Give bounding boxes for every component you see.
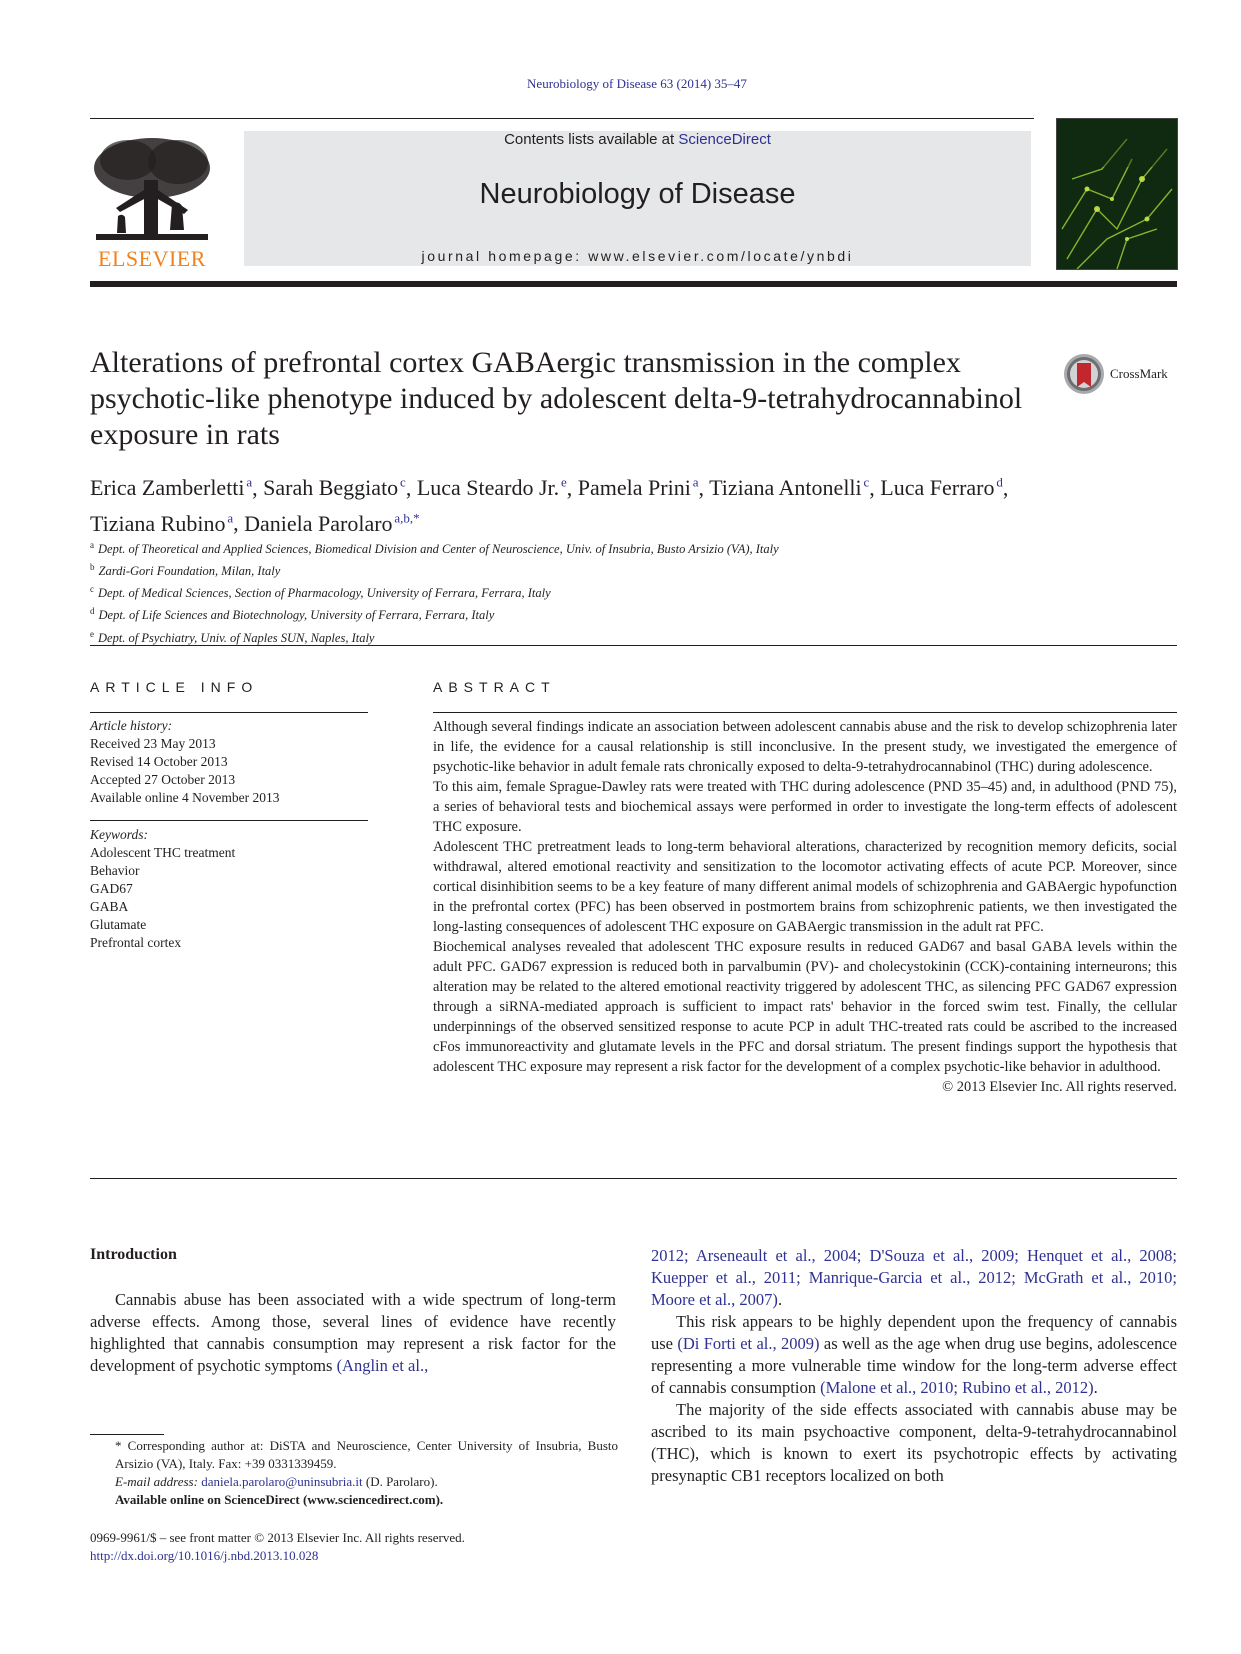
author[interactable]: Daniela Parolaro $^{a,b,*}$ (244, 510, 420, 536)
citation-link[interactable]: 2012; Arseneault et al., 2004; D'Souza et al., 2009; Henquet et al., 2008; Kuepper et al., 2011; Manrique-Garcia et al., 2012; McGrath et al., 2010; Moore et al., 2007) (651, 1246, 1177, 1309)
keywords-label: Keywords: (90, 827, 148, 842)
affiliation: $^e$ Dept. of Psychiatry, Univ. of Naples SUN, Naples, Italy (90, 628, 375, 645)
contents-prefix: Contents lists available at (504, 131, 679, 148)
citation-link[interactable]: (Di Forti et al., 2009) (677, 1334, 820, 1353)
keyword: GAD67 (90, 881, 133, 896)
footnote (90, 1437, 618, 1509)
keyword: Adolescent THC treatment (90, 845, 236, 860)
body-paragraph: 2012; Arseneault et al., 2004; D'Souza et al., 2009; Henquet et al., 2008; Kuepper et al., 2011; Manrique-Garcia et al., 2012; McGrath et al., 2010; Moore et al., 2007). (651, 1246, 1177, 1309)
author-affiliation-marker[interactable]: a (246, 475, 253, 490)
availability-note: Available online on ScienceDirect (www.sciencedirect.com). (115, 1492, 444, 1507)
body-paragraph: The majority of the side effects associated with cannabis abuse may be ascribed to its main psychoactive component, delta-9-tetrahydrocannabinol (THC), which is known to exert its psychotropic effects by activating presynaptic CB1 receptors localized on both (651, 1400, 1177, 1485)
keyword: Prefrontal cortex (90, 935, 182, 950)
history-item: Accepted 27 October 2013 (90, 772, 236, 787)
abstract-body (433, 717, 1177, 1097)
journal-cover-image[interactable] (1056, 118, 1178, 270)
section-rule (90, 645, 1177, 646)
introduction-heading: Introduction (90, 1246, 177, 1263)
affiliation: $^b$ Zardi-Gori Foundation, Milan, Italy (90, 562, 281, 579)
abstract-paragraph: Adolescent THC pretreatment leads to long-term behavioral alterations, characterized by recognition memory deficits, social withdrawal, altered emotional reactivity and sensitization to the locomotor activating effects of acute PCP. Moreover, since cortical disinhibition seems to be a key feature of many different animal models of schizophrenia and GABAergic hypofunction in the prefrontal cortex (PFC) has been observed in postmortem brains from schizophrenic patients, we then investigated the long-lasting consequences of adolescent THC exposure on GABAergic transmission in the adult rat PFC. (433, 839, 1177, 935)
footnote-rule (90, 1434, 164, 1435)
journal-citation[interactable]: Neurobiology of Disease 63 (2014) 35–47 (527, 76, 747, 91)
email-link[interactable]: daniela.parolaro@uninsubria.it (201, 1474, 363, 1489)
affiliation: $^a$ Dept. of Theoretical and Applied Sciences, Biomedical Division and Center of Neuroscience, Univ. of Insubria, Busto Arsizio (VA), Italy (90, 540, 779, 557)
abstract-paragraph: Although several findings indicate an association between adolescent cannabis abuse and the risk to develop schizophrenia later in life, the evidence for a causal relationship is still inconclusive. In the present study, we investigated the emergence of psychotic-like behavior in adult female rats chronically exposed to delta-9-tetrahydrocannabinol (THC) during adolescence. (433, 719, 1177, 775)
author[interactable]: Erica Zamberletti $^a$ (90, 475, 253, 501)
abstract-rule (433, 712, 1177, 713)
author[interactable]: Pamela Prini $^a$ (577, 475, 699, 501)
author-affiliation-marker[interactable]: a,b,* (394, 510, 420, 526)
affiliation: $^c$ Dept. of Medical Sciences, Section of Pharmacology, University of Ferrara, Ferrara, Italy (90, 584, 551, 601)
header-top-rule (90, 118, 1034, 119)
header-bottom-rule (90, 281, 1177, 287)
issn-block (90, 1529, 690, 1565)
author[interactable]: Luca Steardo Jr. $^e$ (416, 475, 567, 501)
section-rule (90, 1178, 1177, 1179)
affiliation: $^d$ Dept. of Life Sciences and Biotechnology, University of Ferrara, Ferrara, Italy (90, 606, 495, 623)
article-info-rule (90, 820, 368, 821)
article-info-rule (90, 712, 368, 713)
affiliation-list (90, 536, 1090, 647)
journal-homepage[interactable]: journal homepage: www.elsevier.com/locate/ynbdi (421, 248, 854, 264)
author[interactable]: Luca Ferraro $^d$ (880, 475, 1003, 501)
author-affiliation-marker[interactable]: a (227, 510, 234, 526)
article-history (90, 717, 368, 807)
keyword: Glutamate (90, 917, 147, 932)
author[interactable]: Tiziana Antonelli $^c$ (709, 475, 870, 501)
author-affiliation-marker[interactable]: d (996, 475, 1003, 490)
sciencedirect-link[interactable]: ScienceDirect (678, 131, 771, 148)
corresponding-author-note: * Corresponding author at: DiSTA and Neuroscience, Center University of Insubria, Busto Arsizio (VA), Italy. Fax: +39 0331339459. (115, 1438, 618, 1471)
copyright-notice: © 2013 Elsevier Inc. All rights reserved. (942, 1079, 1177, 1095)
abstract-paragraph: Biochemical analyses revealed that adolescent THC exposure results in reduced GAD67 and basal GABA levels within the adult PFC. GAD67 expression is reduced both in parvalbumin (PV)- and cholecystokinin (CCK)-containing interneurons; this alteration may be related to the altered emotional reactivity triggered by adolescent THC, as silencing PFC GAD67 expression through a siRNA-mediated approach is sufficient to impact rats' behavior in the forced swim test. Finally, the cellular underpinnings of the observed sensitized response to acute PCP in adult THC-treated rats could be ascribed to the increased cFos immunoreactivity and glutamate levels in the PFC and dorsal striatum. The present findings support the hypothesis that adolescent THC exposure may represent a risk factor for the development of a complex psychotic-like behavior in adulthood. (433, 939, 1177, 1075)
author-affiliation-marker[interactable]: c (863, 475, 870, 490)
body-column-left (90, 1289, 616, 1377)
doi-link[interactable]: http://dx.doi.org/10.1016/j.nbd.2013.10.028 (90, 1548, 319, 1563)
contents-line (244, 131, 1031, 148)
article-title: Alterations of prefrontal cortex GABAergic transmission in the complex psychotic-like phenotype induced by adolescent delta-9-tetrahydrocannabinol exposure in rats (90, 346, 1023, 451)
body-column-right (651, 1245, 1177, 1487)
author[interactable]: Tiziana Rubino $^a$ (90, 510, 234, 536)
author-affiliation-marker[interactable]: e (561, 475, 567, 490)
journal-title: Neurobiology of Disease (479, 178, 796, 210)
keyword: GABA (90, 899, 129, 914)
article-info-heading: ARTICLE INFO (90, 679, 259, 695)
author[interactable]: Sarah Beggiato $^c$ (263, 475, 406, 501)
journal-cover-art (1057, 119, 1177, 269)
body-paragraph: This risk appears to be highly dependent upon the frequency of cannabis use (Di Forti et al., 2009) as well as the age when drug use begins, adolescence representing a more vulnerable time window for the long-term adverse effect of cannabis consumption (Malone et al., 2010; Rubino et al., 2012). (651, 1312, 1177, 1397)
author-affiliation-marker[interactable]: a (692, 475, 699, 490)
email-line: E-mail address: daniela.parolaro@uninsubria.it (D. Parolaro). (115, 1474, 438, 1489)
history-item: Received 23 May 2013 (90, 736, 216, 751)
author-affiliation-marker[interactable]: c (400, 475, 406, 490)
body-paragraph: Cannabis abuse has been associated with a wide spectrum of long-term adverse effects. Among those, several lines of evidence have recently highlighted that cannabis consumption may represent a risk factor for the development of psychotic symptoms (Anglin et al., (90, 1290, 616, 1375)
keywords (90, 826, 368, 952)
history-item: Available online 4 November 2013 (90, 790, 280, 805)
abstract-heading: ABSTRACT (433, 679, 556, 695)
citation-link[interactable]: (Anglin et al., (336, 1356, 429, 1375)
keyword: Behavior (90, 863, 140, 878)
crossmark-label[interactable]: CrossMark (1110, 366, 1168, 381)
author-list: Erica Zamberletti $^a$, Sarah Beggiato $^c$, Luca Steardo Jr. $^e$, Pamela Prini $^a$, Tiziana Antonelli $^c$, Luca Ferraro $^d$, Tiziana Rubino $^a$, Daniela Parolaro $^{a,b,*}$ (90, 475, 1009, 536)
history-item: Revised 14 October 2013 (90, 754, 228, 769)
front-matter-line: 0969-9961/$ – see front matter © 2013 Elsevier Inc. All rights reserved. (90, 1530, 465, 1545)
elsevier-wordmark: ELSEVIER (98, 246, 206, 271)
citation-link[interactable]: (Malone et al., 2010; Rubino et al., 2012) (820, 1378, 1094, 1397)
history-label: Article history: (90, 718, 173, 733)
abstract-paragraph: To this aim, female Sprague-Dawley rats were treated with THC during adolescence (PND 35–45) and, in adulthood (PND 75), a series of behavioral tests and biochemical assays were performed in order to investigate the long-term effects of adolescent THC exposure. (433, 779, 1177, 835)
